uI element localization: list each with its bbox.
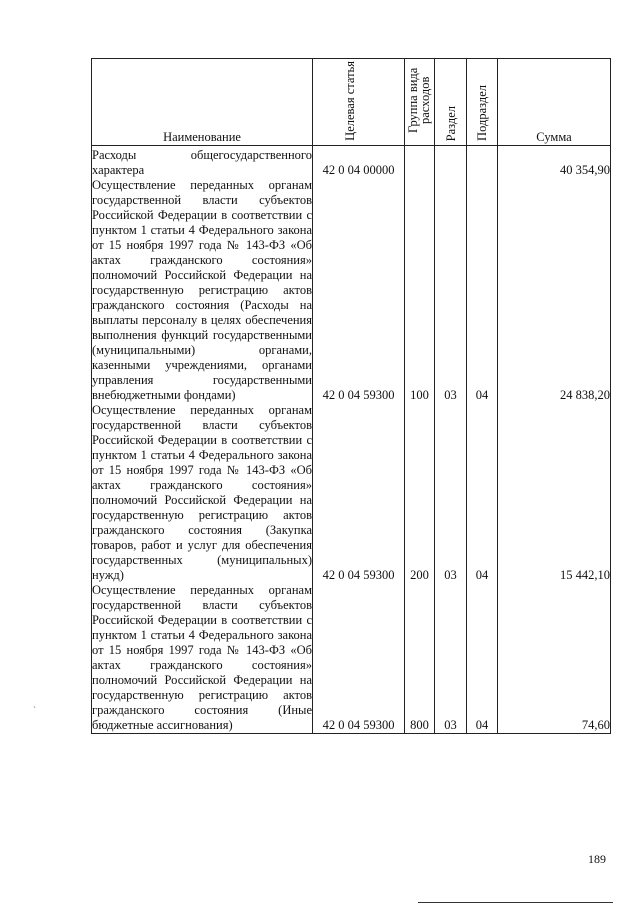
- table-header-row: [92, 59, 611, 146]
- row-section: 03: [435, 403, 467, 583]
- row-section: [435, 146, 467, 179]
- table-row: [92, 403, 611, 583]
- column-header-section: [435, 59, 467, 146]
- row-section: 03: [435, 178, 467, 403]
- budget-table: [91, 58, 611, 734]
- column-header-expense-group: [405, 59, 435, 146]
- row-name: Осуществление переданных органам государственной власти субъектов Российской Федерации в соответствии с пунктом 1 статьи 4 Федерального закона от 15 ноября 1997 года № 143-ФЗ «Об актах гражданского состояния» полномочий Российской Федерации на государственную регистрацию актов гражданского состояния (Иные бюджетные ассигнования): [92, 583, 312, 732]
- row-expense-group: 100: [405, 178, 435, 403]
- column-header-subsection: [467, 59, 498, 146]
- table-row: [92, 146, 611, 179]
- row-name: Осуществление переданных органам государственной власти субъектов Российской Федерации в соответствии с пунктом 1 статьи 4 Федерального закона от 15 ноября 1997 года № 143-ФЗ «Об актах гражданского состояния» полномочий Российской Федерации на государственную регистрацию актов гражданского состояния (Закупка товаров, работ и услуг для обеспечения государственных (муниципальных) нужд): [92, 403, 312, 582]
- row-target-article: 42 0 04 59300: [313, 178, 405, 403]
- footer-rule: [418, 902, 613, 903]
- column-header-subsection-label: Подраздел: [475, 85, 489, 141]
- row-amount: 40 354,90: [498, 146, 611, 179]
- table-row: [92, 178, 611, 403]
- column-header-name: Наименование: [92, 59, 313, 146]
- row-target-article: 42 0 04 59300: [313, 583, 405, 734]
- row-amount: 24 838,20: [498, 178, 611, 403]
- row-name: Расходы общегосударственного характера: [92, 146, 313, 179]
- row-target-article: 42 0 04 59300: [313, 403, 405, 583]
- row-expense-group: [405, 146, 435, 179]
- column-header-expense-group-label: Группа вида расходов: [405, 67, 432, 133]
- row-amount: 74,60: [498, 583, 611, 734]
- row-section: 03: [435, 583, 467, 734]
- column-header-section-label: Раздел: [443, 105, 458, 141]
- row-amount: 15 442,10: [498, 403, 611, 583]
- row-target-article: 42 0 04 00000: [313, 146, 405, 179]
- table-row: [92, 583, 611, 734]
- row-subsection: 04: [467, 583, 498, 734]
- column-header-target-article-label: Целевая статья: [342, 61, 357, 141]
- row-name: Осуществление переданных органам государственной власти субъектов Российской Федерации в соответствии с пунктом 1 статьи 4 Федерального закона от 15 ноября 1997 года № 143-ФЗ «Об актах гражданского состояния» полномочий Российской Федерации на государственную регистрацию актов гражданского состояния (Расходы на выплаты персоналу в целях обеспечения выполнения функций государственными (муниципальными) органами, казенными учреждениями, органами управления государственными внебюджетными фондами): [92, 178, 312, 402]
- row-expense-group: 200: [405, 403, 435, 583]
- row-subsection: 04: [467, 403, 498, 583]
- page-number: 189: [588, 852, 606, 866]
- row-expense-group: 800: [405, 583, 435, 734]
- column-header-amount: Сумма: [498, 59, 611, 146]
- scan-speck: `: [33, 705, 36, 715]
- row-subsection: [467, 146, 498, 179]
- row-subsection: 04: [467, 178, 498, 403]
- column-header-target-article: [313, 59, 405, 146]
